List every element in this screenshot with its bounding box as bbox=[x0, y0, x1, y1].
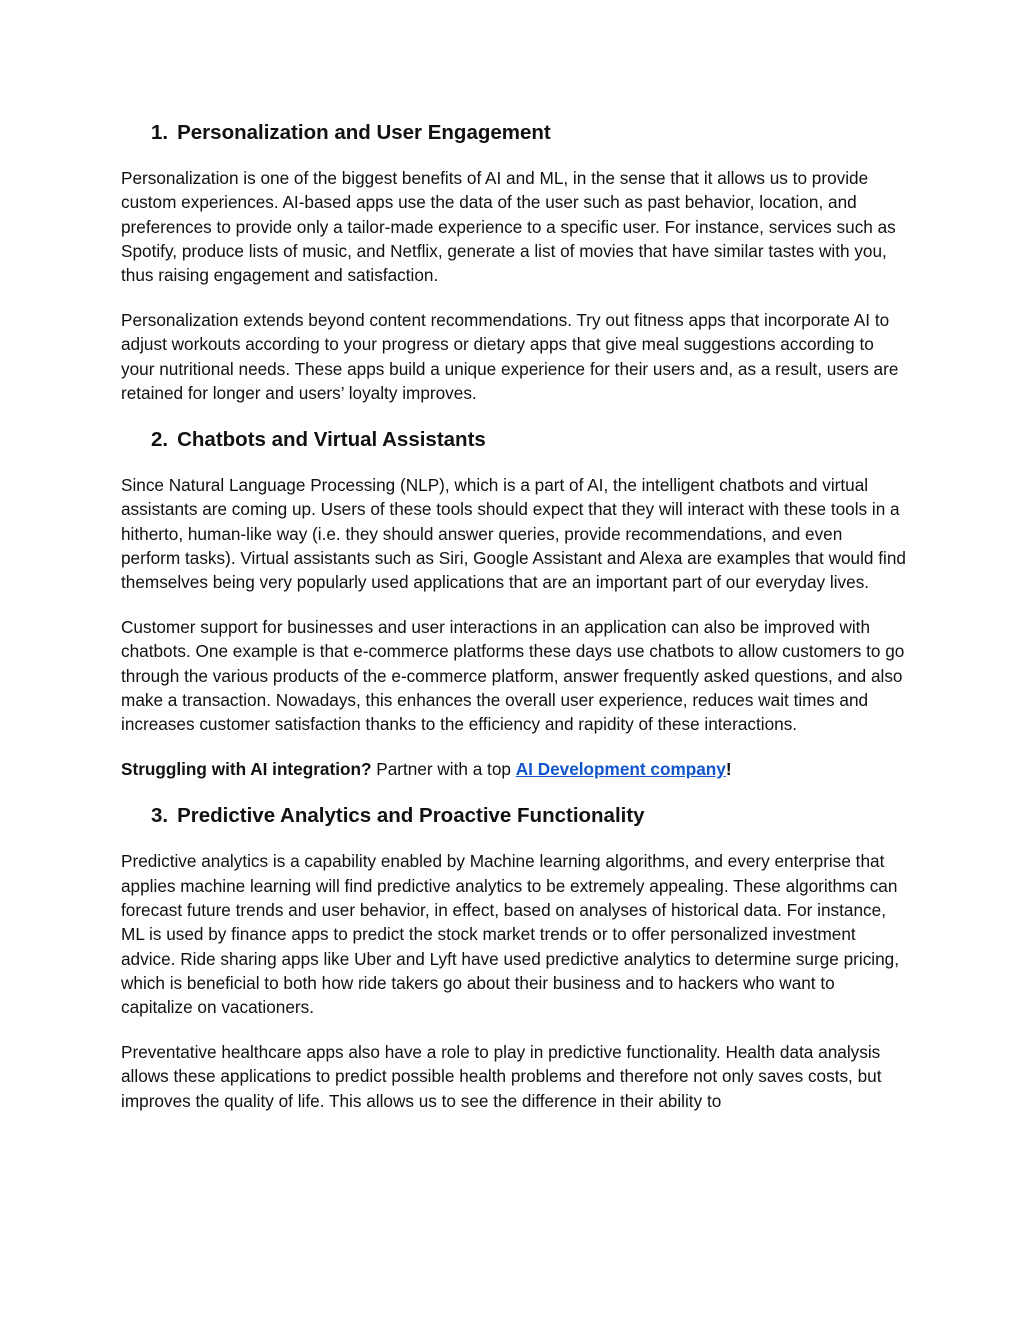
cta-lead: Struggling with AI integration? bbox=[121, 759, 372, 780]
section-2-paragraph-1: Since Natural Language Processing (NLP), which is a part of AI, the intelligent chatbots and virtual assistants are coming up. Users of these tools should expect that they will interact with these tools in a hitherto, human-like way (i.e. they should answer queries, provide recommendations, and even perform tasks). Virtual assistants such as Siri, Google Assistant and Alexa are examples that would find themselves being very popularly used applications that are an important part of our everyday lives. bbox=[121, 475, 906, 593]
section-1-heading bbox=[121, 118, 906, 148]
cta-end: ! bbox=[725, 759, 732, 780]
section-2-number: 2. bbox=[151, 428, 169, 452]
section-1-title: Personalization and User Engagement bbox=[177, 121, 551, 144]
section-2-heading bbox=[121, 425, 906, 455]
section-2-title: Chatbots and Virtual Assistants bbox=[177, 428, 486, 452]
section-3-heading bbox=[121, 801, 906, 831]
cta-middle: Partner with a top bbox=[371, 759, 516, 780]
cta-paragraph bbox=[121, 757, 906, 781]
section-1-paragraph-2: Personalization extends beyond content recommendations. Try out fitness apps that incorporate AI to adjust workouts according to your progress or dietary apps that give meal suggestions according to your nutritional needs. These apps build a unique experience for their users and, as a result, users are retained for longer and users’ loyalty improves. bbox=[121, 309, 899, 403]
document-page bbox=[121, 118, 906, 1113]
section-2-paragraph-2: Customer support for businesses and user interactions in an application can also be improved with chatbots. One example is that e-commerce platforms these days use chatbots to allow customers to go through the various products of the e-commerce platform, answer frequently asked questions, and also make a transaction. Nowadays, this enhances the overall user experience, reduces wait times and increases customer satisfaction thanks to the efficiency and rapidity of these interactions. bbox=[121, 617, 905, 735]
section-3-number: 3. bbox=[151, 804, 169, 828]
section-3-paragraph-1: Predictive analytics is a capability enabled by Machine learning algorithms, and every enterprise that applies machine learning will find predictive analytics to be extremely appealing. These algorithms can forecast future trends and user behavior, in effect, based on analyses of historical data. For instance, ML is used by finance apps to predict the stock market trends or to offer personalized investment advice. Ride sharing apps like Uber and Lyft have used predictive analytics to determine surge pricing, which is beneficial to both how ride takers go about their business and to hackers who want to capitalize on vacationers. bbox=[121, 851, 899, 1018]
section-3-title: Predictive Analytics and Proactive Functionality bbox=[177, 804, 645, 828]
ai-development-company-link[interactable]: AI Development company bbox=[515, 759, 726, 780]
section-3-paragraph-2: Preventative healthcare apps also have a role to play in predictive functionality. Health data analysis allows these applications to predict possible health problems and therefore not only saves costs, but improves the quality of life. This allows us to see the difference in their ability to bbox=[121, 1042, 882, 1111]
section-1-number: 1. bbox=[151, 121, 169, 144]
section-1-paragraph-1: Personalization is one of the biggest benefits of AI and ML, in the sense that it allows us to provide custom experiences. AI-based apps use the data of the user such as past behavior, location, and preferences to provide only a tailor-made experience to a specific user. For instance, services such as Spotify, produce lists of music, and Netflix, generate a list of movies that have similar tastes with you, thus raising engagement and satisfaction. bbox=[121, 168, 896, 286]
